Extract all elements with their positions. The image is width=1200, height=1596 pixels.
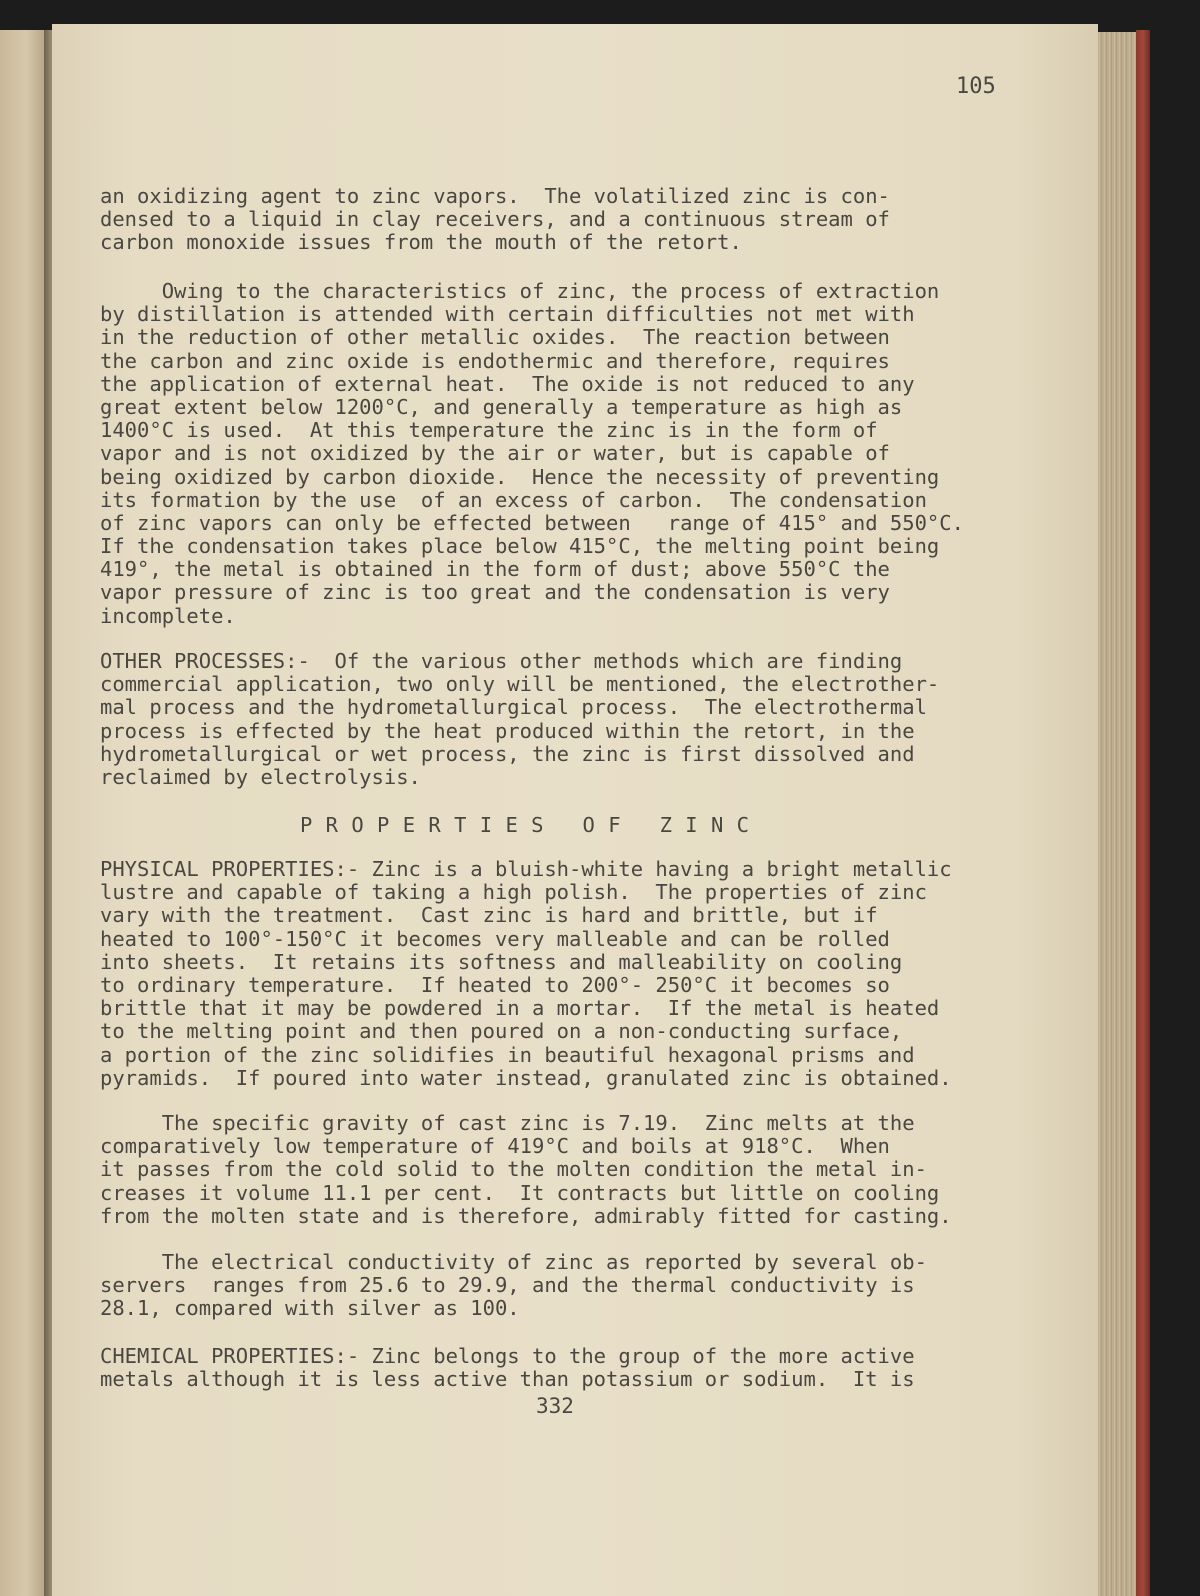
text-line: servers ranges from 25.6 to 29.9, and the thermal conductivity is bbox=[100, 1273, 915, 1298]
text-line: to the melting point and then poured on a non-conducting surface, bbox=[100, 1019, 903, 1044]
text-line: CHEMICAL PROPERTIES:- Zinc belongs to the group of the more active bbox=[100, 1344, 915, 1368]
text-line: If the condensation takes place below 415°C, the melting point being bbox=[100, 534, 940, 559]
paragraph-conductivity bbox=[100, 1251, 927, 1321]
text-line: lustre and capable of taking a high polish. The properties of zinc bbox=[100, 880, 927, 905]
text-line: being oxidized by carbon dioxide. Hence the necessity of preventing bbox=[100, 464, 940, 489]
book-page bbox=[52, 24, 1098, 1596]
text-line: densed to a liquid in clay receivers, and a continuous stream of bbox=[100, 207, 890, 232]
text-line: an oxidizing agent to zinc vapors. The volatilized zinc is con- bbox=[100, 184, 890, 208]
text-line: incomplete. bbox=[100, 603, 236, 628]
text-line: process is effected by the heat produced within the retort, in the bbox=[100, 718, 915, 743]
text-line: metals although it is less active than potassium or sodium. It is bbox=[100, 1367, 915, 1392]
text-line: it passes from the cold solid to the molten condition the metal in- bbox=[100, 1157, 927, 1182]
text-line: commercial application, two only will be mentioned, the electrother- bbox=[100, 672, 940, 697]
text-line: the application of external heat. The oxide is not reduced to any bbox=[100, 371, 915, 396]
text-line: 28.1, compared with silver as 100. bbox=[100, 1296, 520, 1321]
text-line: the carbon and zinc oxide is endothermic and therefore, requires bbox=[100, 348, 890, 373]
page-number: 105 bbox=[956, 74, 996, 99]
text-line: heated to 100°-150°C it becomes very malleable and can be rolled bbox=[100, 926, 890, 951]
text-line: The specific gravity of cast zinc is 7.19. Zinc melts at the bbox=[100, 1111, 915, 1135]
text-line: PHYSICAL PROPERTIES:- Zinc is a bluish-white having a bright metallic bbox=[100, 857, 952, 881]
footer-number: 332 bbox=[536, 1394, 574, 1418]
text-line: 419°, the metal is obtained in the form of dust; above 550°C the bbox=[100, 557, 890, 582]
paragraph-chemical-properties bbox=[100, 1345, 915, 1391]
text-line: great extent below 1200°C, and generally a temperature as high as bbox=[100, 394, 903, 419]
paragraph-other-processes bbox=[100, 650, 939, 789]
paragraph-physical-properties bbox=[100, 858, 952, 1090]
text-line: by distillation is attended with certain difficulties not met with bbox=[100, 302, 915, 327]
text-line: from the molten state and is therefore, admirably fitted for casting. bbox=[100, 1203, 952, 1228]
left-page-edge bbox=[0, 30, 44, 1596]
page-content bbox=[52, 24, 1098, 1596]
text-line: in the reduction of other metallic oxides. The reaction between bbox=[100, 325, 890, 350]
text-line: of zinc vapors can only be effected between range of 415° and 550°C. bbox=[100, 510, 964, 535]
paragraph-distillation bbox=[100, 280, 964, 628]
text-line: Owing to the characteristics of zinc, the process of extraction bbox=[100, 279, 940, 303]
text-line: brittle that it may be powdered in a mortar. If the metal is heated bbox=[100, 996, 940, 1021]
section-heading: P R O P E R T I E S O F Z I N C bbox=[300, 813, 750, 837]
text-line: comparatively low temperature of 419°C and boils at 918°C. When bbox=[100, 1134, 890, 1159]
text-line: The electrical conductivity of zinc as reported by several ob- bbox=[100, 1250, 927, 1274]
text-line: hydrometallurgical or wet process, the zinc is first dissolved and bbox=[100, 741, 915, 766]
text-line: mal process and the hydrometallurgical process. The electrothermal bbox=[100, 695, 927, 720]
paragraph-specific-gravity bbox=[100, 1112, 952, 1228]
text-line: 1400°C is used. At this temperature the zinc is in the form of bbox=[100, 418, 878, 443]
text-line: into sheets. It retains its softness and malleability on cooling bbox=[100, 949, 903, 974]
paragraph-zinc-vapors bbox=[100, 185, 890, 255]
text-line: creases it volume 11.1 per cent. It contracts but little on cooling bbox=[100, 1180, 940, 1205]
text-line: its formation by the use of an excess of carbon. The condensation bbox=[100, 487, 927, 512]
text-line: carbon monoxide issues from the mouth of the retort. bbox=[100, 230, 742, 255]
text-line: pyramids. If poured into water instead, granulated zinc is obtained. bbox=[100, 1065, 952, 1090]
text-line: vary with the treatment. Cast zinc is hard and brittle, but if bbox=[100, 903, 878, 928]
text-line: vapor pressure of zinc is too great and the condensation is very bbox=[100, 580, 890, 605]
book-cover-edge bbox=[1136, 30, 1150, 1596]
text-line: a portion of the zinc solidifies in beautiful hexagonal prisms and bbox=[100, 1042, 915, 1067]
text-line: OTHER PROCESSES:- Of the various other methods which are finding bbox=[100, 649, 903, 673]
text-line: to ordinary temperature. If heated to 200°- 250°C it becomes so bbox=[100, 972, 890, 997]
text-line: reclaimed by electrolysis. bbox=[100, 764, 421, 789]
text-line: vapor and is not oxidized by the air or water, but is capable of bbox=[100, 441, 890, 466]
